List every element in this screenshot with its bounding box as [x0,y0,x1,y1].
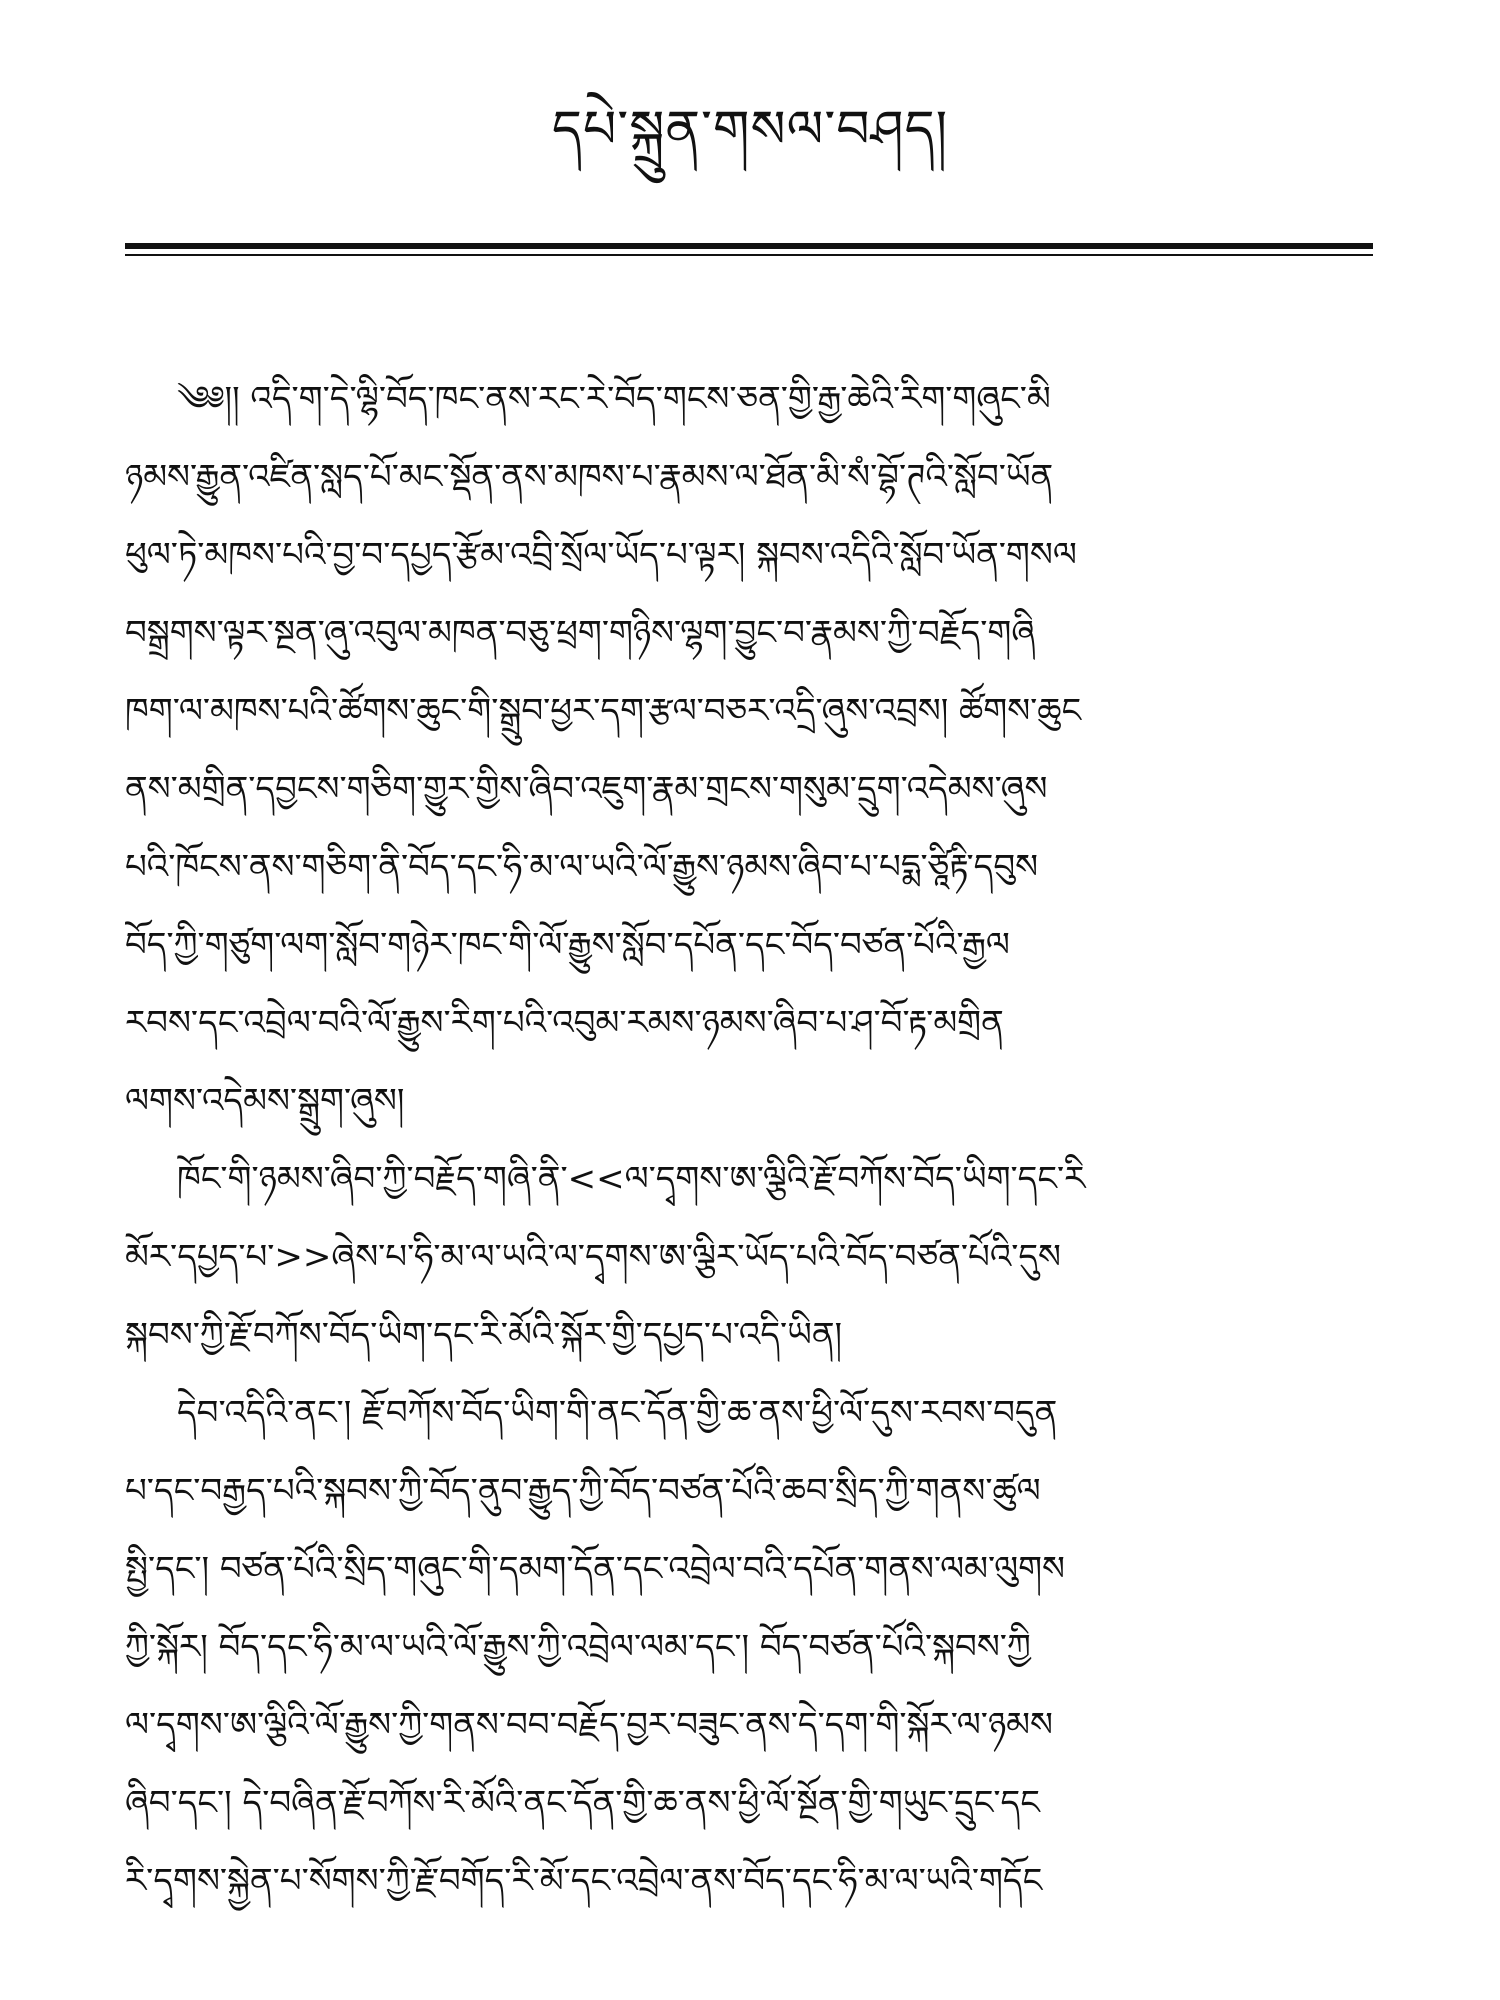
text-line: པའི་ཁོངས་ནས་གཅིག་ནི་བོད་དང་ཧི་མ་ལ་ཡའི་ལོ་རྒྱུས་ཉམས་ཞིབ་པ་པདྨ་ཙཱིརྟི་དབུས [125,847,1039,887]
text-line: ནས་མགྲིན་དབྱངས་གཅིག་གྱུར་གྱིས་ཞིབ་འཇུག་རྣམ་གྲངས་གསུམ་དྲུག་འདེམས་ཞུས [125,769,1048,809]
text-line: དེབ་འདིའི་ནང་། རྗོ་བཀོས་བོད་ཡིག་གི་ནང་དོན་གྱི་ཆ་ནས་ཕྱི་ལོ་དུས་རབས་བདུན [177,1393,1058,1433]
text-line: ཕུལ་ཏེ་མཁས་པའི་བྱ་བ་དཔྱད་རྩོམ་འབྲི་སྲོལ་ཡོད་པ་ལྟར། སྐབས་འདིའི་སློབ་ཡོན་གསལ [125,535,1077,575]
text-line: རི་དྭགས་སྐྱེན་པ་སོགས་ཀྱི་རྗོ་བགོད་རི་མོ་དང་འབྲེལ་ནས་བོད་དང་ཧི་མ་ལ་ཡའི་གདོང [125,1861,1043,1901]
text-line: ཞིབ་དང་། དེ་བཞིན་རྗོ་བཀོས་རི་མོའི་ནང་དོན་གྱི་ཆ་ནས་ཕྱི་ལོ་སྔོན་གྱི་གཡུང་དྲུང་དང [125,1783,1040,1823]
text-line: ལགས་འདེམས་སྒྲུག་ཞུས། [125,1081,405,1121]
text-line: ཀྱི་སྐོར། བོད་དང་ཧི་མ་ལ་ཡའི་ལོ་རྒྱུས་ཀྱི་འབྲེལ་ལམ་དང་། བོད་བཙན་པོའི་སྐབས་ཀྱི [125,1627,1031,1667]
text-line: མོར་དཔྱད་པ་>>ཞེས་པ་ཧི་མ་ལ་ཡའི་ལ་དྭགས་ཨ་ལྕིར་ཡོད་པའི་བོད་བཙན་པོའི་དུས [125,1237,1062,1277]
text-line: པ་དང་བརྒྱད་པའི་སྐབས་ཀྱི་བོད་ནུབ་རྒྱུད་ཀྱི་བོད་བཙན་པོའི་ཆབ་སྲིད་ཀྱི་གནས་ཚུལ [125,1471,1041,1511]
text-line: བོད་ཀྱི་གཙུག་ལག་སློབ་གཉེར་ཁང་གི་ལོ་རྒྱུས་སློབ་དཔོན་དང་བོད་བཙན་པོའི་རྒྱལ [125,925,1010,965]
text-line: ཁག་ལ་མཁས་པའི་ཚོགས་ཆུང་གི་སྒྲུབ་ཕྱར་དག་རྩལ་བཅར་འདྲི་ཞུས་འབྲས། ཚོགས་ཆུང [125,691,1082,731]
divider-thin-line [125,254,1373,256]
text-line: སྤྱི་དང་། བཙན་པོའི་སྲིད་གཞུང་གི་དམག་དོན་དང་འབྲེལ་བའི་དཔོན་གནས་ལམ་ལུགས [125,1549,1065,1589]
title-divider [125,243,1373,256]
text-line: ཉམས་རྒྱུན་འཛིན་སླད་པོ་མང་སྡོན་ནས་མཁས་པ་རྣམས་ལ་ཐོན་མི་སཾ་བྷོ་ཊའི་སློབ་ཡོན [125,457,1054,497]
text-line: རབས་དང་འབྲེལ་བའི་ལོ་རྒྱུས་རིག་པའི་འབུམ་རམས་ཉམས་ཞིབ་པ་ཤ་བོ་རྟ་མགྲིན [125,1003,1004,1043]
text-line: སྐབས་ཀྱི་རྗོ་བཀོས་བོད་ཡིག་དང་རི་མོའི་སྐོར་གྱི་དཔྱད་པ་འདི་ཡིན། [125,1315,843,1355]
page-title: དཔེ་སྐྲུན་གསལ་བཤད། [551,100,949,160]
text-line: ཁོང་གི་ཉམས་ཞིབ་ཀྱི་བརྗོད་གཞི་ནི་<<ལ་དྭགས་ཨ་ལྕིའི་རྗོ་བཀོས་བོད་ཡིག་དང་རི [177,1159,1086,1199]
text-line: བསྒྲགས་ལྟར་སྔན་ཞུ་འབུལ་མཁན་བཅུ་ཕྲག་གཉིས་ལྷག་བྱུང་བ་རྣམས་ཀྱི་བརྗོད་གཞི [125,613,1036,653]
text-line: ༄༅།། འདི་ག་དེ་ལྷི་བོད་ཁང་ནས་རང་རེ་བོད་གངས་ཅན་གྱི་རྒྱ་ཆེའི་རིག་གཞུང་མི [177,379,1051,419]
text-line: ལ་དྭགས་ཨ་ལྕིའི་ལོ་རྒྱུས་ཀྱི་གནས་བབ་བརྗོད་བྱར་བཟུང་ནས་དེ་དག་གི་སྐོར་ལ་ཉམས [125,1705,1053,1745]
body-text [125,360,1373,1920]
